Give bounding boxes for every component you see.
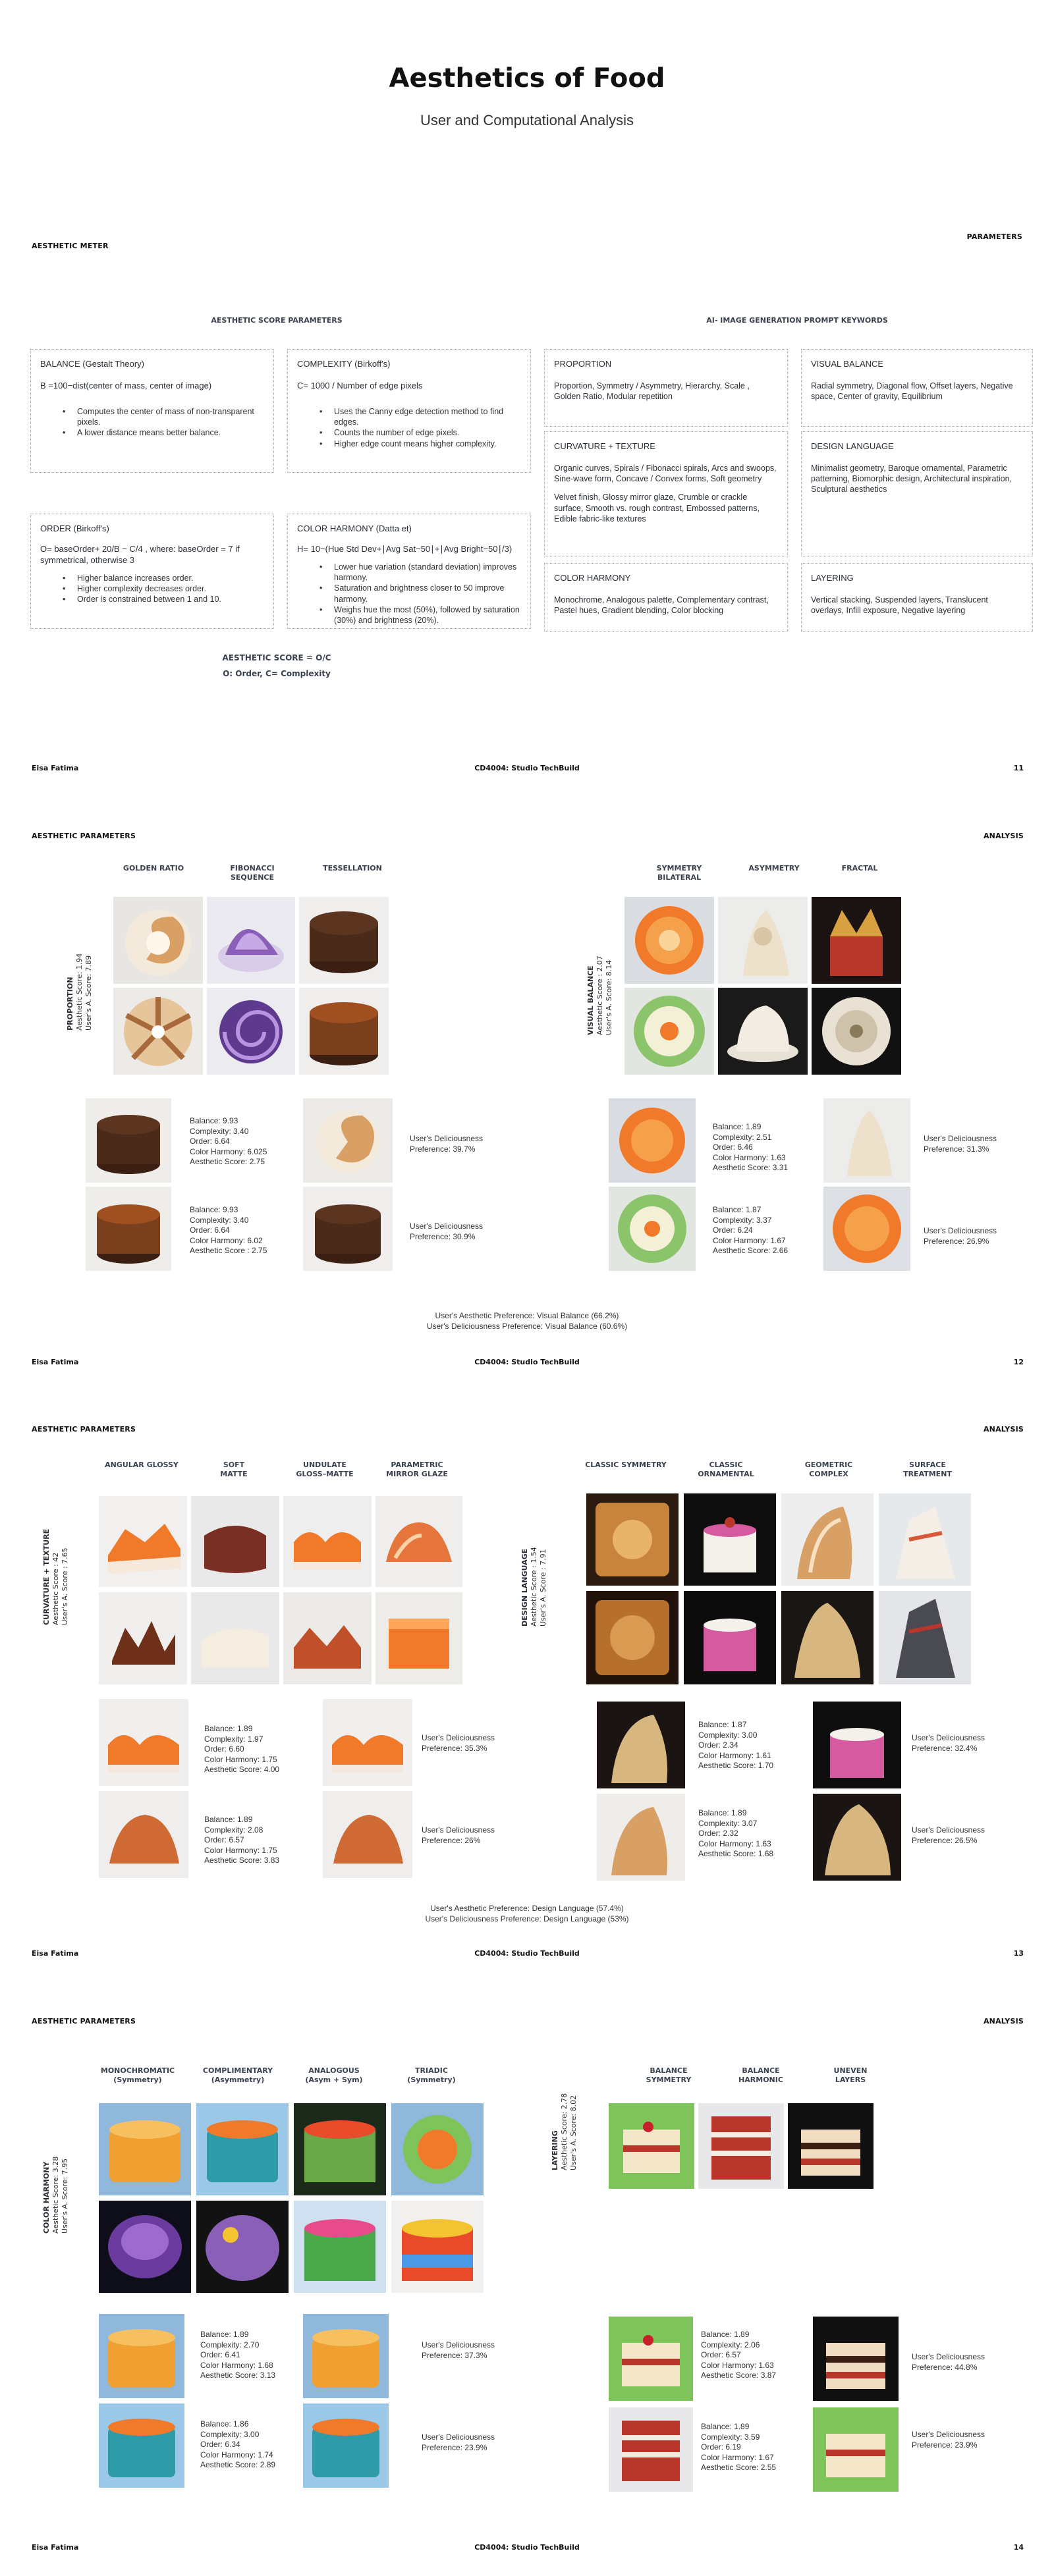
food-image-triadic (391, 2201, 484, 2293)
food-image-classic-ornamental (684, 1493, 776, 1586)
food-image-symmetry (609, 1187, 696, 1271)
food-image-column (86, 1098, 171, 1271)
harmony-bullet: • Saturation and brightness closer to 50 improve harmony. (297, 583, 521, 604)
row-label-score: Aesthetic Score: 3.28 (51, 2156, 60, 2234)
prompt-text: Proportion, Symmetry / Asymmetry, Hierarchy, Scale , Golden Ratio, Modular repetition (554, 381, 750, 402)
food-image-complementary (99, 2403, 184, 2488)
prompt-title: PROPORTION (554, 359, 612, 369)
footer-author: Eisa Fatima (32, 1949, 79, 1958)
food-image-analogous (294, 2103, 386, 2195)
food-image-golden-ratio (113, 897, 203, 984)
food-image-undulate (283, 1496, 372, 1587)
prompt-text: Radial symmetry, Diagonal flow, Offset layers, Negative space, Center of gravity, Equilibrium (811, 381, 1013, 402)
footer-author: Eisa Fatima (32, 2543, 79, 2552)
preference-text: User's Deliciousness Preference: 30.9% (410, 1221, 483, 1241)
row-label-title: LAYERING (551, 2130, 559, 2170)
food-image-complementary (196, 2201, 289, 2293)
stats-block: Balance: 1.87 Complexity: 3.37 Order: 6.24 Color Harmony: 1.67 Aesthetic Score: 2.66 (713, 1205, 789, 1256)
balance-box (30, 349, 274, 473)
food-image-parametric (375, 1592, 462, 1684)
food-image-symmetry (609, 1098, 696, 1183)
footer-page-number: 11 (1013, 764, 1024, 772)
prompt-text: Organic curves, Spirals / Fibonacci spirals, Arcs and swoops, Sine-wave form, Concave / Convex forms, Soft geometry (554, 463, 777, 484)
column-header: ASYMMETRY (748, 864, 800, 872)
food-image-surface-treatment (879, 1493, 971, 1586)
preference-text: User's Deliciousness Preference: 23.9% (422, 2432, 495, 2452)
column-header: TRIADIC (Symmetry) (407, 2066, 456, 2084)
prompt-box-curvature (544, 431, 788, 556)
prompt-text-2: Velvet finish, Glossy mirror glaze, Crumble or crackle surface, Smooth vs. rough contrast, Embossed patterns, Edible fabric-like textures (554, 493, 760, 523)
preference-text: User's Deliciousness Preference: 26.5% (912, 1825, 985, 1845)
column-header: SOFT MATTE (220, 1461, 248, 1478)
stats-block: Balance: 1.89 Complexity: 1.97 Order: 6.60 Color Harmony: 1.75 Aesthetic Score: 4.00 (204, 1724, 280, 1775)
harmony-bullet: • Weighs hue the most (50%), followed by saturation (30%) and brightness (20%). (297, 604, 521, 626)
food-image-asymmetry (823, 1098, 910, 1183)
food-image-undulate (99, 1699, 188, 1786)
row-label-title: PROPORTION (66, 977, 74, 1031)
order-formula: O= baseOrder+ 20/B − C/4 , where: baseOrder = 7 if symmetrical, otherwise 3 (40, 543, 240, 565)
food-image-geometric-complex (781, 1493, 874, 1586)
food-image-balance-symmetry (813, 2407, 899, 2492)
food-image-classic-ornamental (684, 1591, 776, 1684)
summary-line: User's Aesthetic Preference: Visual Balance (66.2%) (435, 1311, 619, 1320)
order-bullet: • Higher complexity decreases order. (40, 583, 264, 594)
footer-author: Eisa Fatima (32, 764, 79, 772)
food-image-angular-glossy (99, 1496, 187, 1587)
food-image-monochromatic (99, 2103, 191, 2195)
food-image-classic-ornamental (813, 1702, 901, 1788)
summary-line: User's Aesthetic Preference: Design Language (57.4%) (430, 1904, 624, 1913)
row-label-user-score: User's A. Score: 8.14 (604, 959, 613, 1035)
food-image-tessellation (86, 1098, 171, 1183)
preference-text: User's Deliciousness Preference: 44.8% (912, 2352, 985, 2372)
column-header: CLASSIC ORNAMENTAL (698, 1461, 754, 1478)
prompt-title: COLOR HARMONY (554, 573, 631, 583)
prompt-text: Minimalist geometry, Baroque ornamental, Parametric patterning, Biomorphic design, Architectural inspiration, Sculptural aesthetics (811, 463, 1012, 495)
food-image-fibonacci (207, 988, 295, 1075)
parameters-label: PARAMETERS (966, 232, 1022, 241)
food-image-geometric-complex (781, 1591, 874, 1684)
row-label-title: CURVATURE + TEXTURE (42, 1528, 51, 1625)
food-image-tessellation (86, 1187, 171, 1271)
column-header: FRACTAL (841, 864, 878, 872)
page-title: Aesthetics of Food (389, 63, 665, 94)
food-image-balance-harmonic (698, 2103, 784, 2189)
stats-block: Balance: 1.89 Complexity: 2.51 Order: 6.46 Color Harmony: 1.63 Aesthetic Score: 3.31 (713, 1122, 789, 1173)
food-image-golden-ratio (113, 988, 203, 1075)
complexity-bullet: • Uses the Canny edge detection method to find edges. (297, 406, 521, 428)
food-image-surface-treatment (879, 1591, 971, 1684)
food-image-geometric-complex (597, 1794, 685, 1881)
row-label-title: VISUAL BALANCE (586, 965, 595, 1035)
prompt-box-layering (801, 563, 1033, 632)
food-image-parametric (375, 1496, 462, 1587)
column-header: TESSELLATION (323, 864, 382, 872)
aesthetic-score-formula: AESTHETIC SCORE = O/C (222, 653, 331, 662)
food-image-monochromatic (99, 2314, 184, 2398)
food-image-balance-symmetry (609, 2317, 693, 2401)
column-header: FIBONACCI SEQUENCE (230, 864, 275, 882)
section-label: AESTHETIC PARAMETERS (32, 1425, 136, 1434)
food-image-uneven-layers (813, 2317, 899, 2401)
column-header: COMPLIMENTARY (Asymmetry) (202, 2066, 273, 2084)
balance-bullet: • A lower distance means better balance. (40, 427, 264, 438)
food-image-soft-matte (191, 1496, 279, 1587)
stats-block: Balance: 9.93 Complexity: 3.40 Order: 6.64 Color Harmony: 6.025 Aesthetic Score: 2.75 (190, 1116, 267, 1167)
row-label (551, 2093, 578, 2170)
preference-text: User's Deliciousness Preference: 31.3% (924, 1134, 997, 1154)
row-label (586, 955, 613, 1035)
column-header: SURFACE TREATMENT (903, 1461, 952, 1478)
analysis-label: ANALYSIS (983, 832, 1024, 840)
prompt-text: Vertical stacking, Suspended layers, Translucent overlays, Infill exposure, Negative layering (811, 595, 988, 616)
column-header: UNEVEN LAYERS (833, 2066, 868, 2084)
food-image-column (813, 2317, 899, 2492)
row-label-user-score: User's A. Score: 8.02 (569, 2095, 578, 2170)
food-image-column (823, 1098, 910, 1271)
food-image-fibonacci (207, 897, 295, 984)
column-header: MONOCHROMATIC (Symmetry) (100, 2066, 175, 2084)
row-label-score: Aesthetic Score : 42 (51, 1552, 60, 1625)
column-header: ANGULAR GLOSSY (105, 1461, 179, 1469)
prompt-box-visual-balance (801, 349, 1033, 427)
harmony-title: COLOR HARMONY (Datta et) (297, 523, 412, 533)
preference-text: User's Deliciousness Preference: 23.9% (912, 2430, 985, 2450)
preference-text: User's Deliciousness Preference: 32.4% (912, 1733, 985, 1753)
food-image-soft-matte (191, 1592, 279, 1684)
harmony-bullet: • Lower hue variation (standard deviation) improves harmony. (297, 562, 521, 583)
complexity-bullet: • Higher edge count means higher complexity. (297, 439, 521, 449)
food-image-tessellation (299, 897, 389, 984)
prompt-box-proportion (544, 349, 788, 427)
row-label (520, 1547, 547, 1626)
order-title: ORDER (Birkoff's) (40, 523, 109, 533)
stats-block: Balance: 1.89 Complexity: 2.70 Order: 6.41 Color Harmony: 1.68 Aesthetic Score: 3.13 (200, 2330, 276, 2380)
preference-text: User's Deliciousness Preference: 39.7% (410, 1134, 483, 1154)
food-image-column (609, 1098, 696, 1271)
row-label (42, 2157, 69, 2234)
stats-block: Balance: 1.89 Complexity: 3.59 Order: 6.19 Color Harmony: 1.67 Aesthetic Score: 2.55 (701, 2422, 777, 2473)
row-label-title: COLOR HARMONY (42, 2161, 51, 2234)
balance-bullet: • Computes the center of mass of non-transparent pixels. (40, 406, 264, 428)
preference-text: User's Deliciousness Preference: 26% (422, 1825, 495, 1845)
analysis-label: ANALYSIS (983, 2017, 1024, 2026)
footer-course: CD4004: Studio TechBuild (474, 1949, 580, 1958)
food-image-column (597, 1702, 685, 1881)
food-image-golden-ratio (303, 1098, 393, 1183)
prompt-box-design-language (801, 431, 1033, 556)
row-label-score: Aesthetic Score : 1.54 (529, 1547, 538, 1626)
aesthetic-score-note: O: Order, C= Complexity (223, 669, 331, 678)
food-image-symmetry (624, 897, 714, 984)
stats-block: Balance: 1.89 Complexity: 3.07 Order: 2.32 Color Harmony: 1.63 Aesthetic Score: 1.68 (698, 1808, 774, 1859)
food-image-symmetry (624, 988, 714, 1075)
food-image-complementary (196, 2103, 289, 2195)
food-image-uneven-layers (788, 2103, 874, 2189)
food-image-grid (624, 897, 934, 1075)
column-header: SYMMETRY BILATERAL (656, 864, 702, 882)
food-image-undulate (323, 1699, 412, 1786)
aesthetic-meter-label: AESTHETIC METER (32, 242, 109, 250)
food-image-column (303, 2314, 389, 2488)
food-image-grid (609, 2103, 896, 2190)
harmony-box (287, 514, 531, 629)
food-image-symmetry (823, 1187, 910, 1271)
analysis-label: ANALYSIS (983, 1425, 1024, 1434)
food-image-asymmetry (718, 988, 808, 1075)
prompt-text: Monochrome, Analogous palette, Complementary contrast, Pastel hues, Gradient blending, Color blocking (554, 595, 769, 616)
preference-text: User's Deliciousness Preference: 26.9% (924, 1226, 997, 1246)
food-image-column (99, 1699, 188, 1878)
footer-course: CD4004: Studio TechBuild (474, 2543, 580, 2552)
complexity-box (287, 349, 531, 473)
prompt-box-color-harmony (544, 563, 788, 632)
row-label (42, 1529, 69, 1625)
footer-page-number: 13 (1013, 1949, 1024, 1958)
footer-page-number: 14 (1013, 2543, 1024, 2552)
prompt-title: LAYERING (811, 573, 854, 583)
food-image-analogous (294, 2201, 386, 2293)
column-header: PARAMETRIC MIRROR GLAZE (386, 1461, 448, 1478)
food-image-classic-symmetry (586, 1591, 679, 1684)
food-image-column (303, 1098, 393, 1271)
food-image-parametric (99, 1791, 188, 1878)
food-image-fractal (812, 897, 901, 984)
row-label-user-score: User's A. Score : 7.65 (60, 1547, 69, 1625)
food-image-parametric (323, 1791, 412, 1878)
prompt-section-title: AI- IMAGE GENERATION PROMPT KEYWORDS (706, 316, 888, 325)
stats-block: Balance: 1.89 Complexity: 2.06 Order: 6.57 Color Harmony: 1.63 Aesthetic Score: 3.87 (701, 2330, 777, 2380)
column-header: CLASSIC SYMMETRY (585, 1461, 667, 1469)
food-image-grid (113, 897, 390, 1075)
food-image-angular-glossy (99, 1592, 187, 1684)
stats-block: Balance: 1.86 Complexity: 3.00 Order: 6.34 Color Harmony: 1.74 Aesthetic Score: 2.89 (200, 2419, 276, 2470)
summary-line: User's Deliciousness Preference: Visual Balance (60.6%) (426, 1322, 628, 1331)
balance-title: BALANCE (Gestalt Theory) (40, 359, 144, 369)
row-label-user-score: User's A. Score: 7.89 (84, 955, 93, 1031)
balance-formula: B =100−dist(center of mass, center of image) (40, 380, 212, 390)
complexity-title: COMPLEXITY (Birkoff's) (297, 359, 391, 369)
preference-text: User's Deliciousness Preference: 37.3% (422, 2340, 495, 2360)
row-label-score: Aesthetic Score : 2.07 (595, 955, 604, 1035)
order-bullet: • Order is constrained between 1 and 10. (40, 594, 264, 604)
food-image-monochromatic (99, 2201, 191, 2293)
prompt-title: CURVATURE + TEXTURE (554, 441, 655, 451)
preference-text: User's Deliciousness Preference: 35.3% (422, 1733, 495, 1753)
complexity-bullet: • Counts the number of edge pixels. (297, 427, 521, 438)
food-image-monochromatic (303, 2314, 389, 2398)
food-image-grid (99, 2103, 484, 2293)
page-subtitle: User and Computational Analysis (420, 112, 634, 128)
food-image-grid (99, 1496, 462, 1684)
column-header: BALANCE HARMONIC (738, 2066, 783, 2084)
harmony-formula: H= 10−(Hue Std Dev+∣Avg Sat−50∣+∣Avg Bright−50∣/3) (297, 543, 513, 554)
food-image-classic-symmetry (586, 1493, 679, 1586)
order-bullet: • Higher balance increases order. (40, 573, 264, 583)
section-label: AESTHETIC PARAMETERS (32, 2017, 136, 2026)
column-header: BALANCE SYMMETRY (646, 2066, 692, 2084)
row-label-title: DESIGN LANGUAGE (520, 1548, 529, 1626)
section-label: AESTHETIC PARAMETERS (32, 832, 136, 840)
footer-course: CD4004: Studio TechBuild (474, 1358, 580, 1366)
prompt-title: VISUAL BALANCE (811, 359, 884, 369)
stats-block: Balance: 9.93 Complexity: 3.40 Order: 6.64 Color Harmony: 6.02 Aesthetic Score : 2.75 (190, 1205, 267, 1256)
stats-block: Balance: 1.87 Complexity: 3.00 Order: 2.34 Color Harmony: 1.61 Aesthetic Score: 1.70 (698, 1720, 774, 1771)
score-section-title: AESTHETIC SCORE PARAMETERS (211, 316, 343, 325)
column-header: GEOMETRIC COMPLEX (804, 1461, 853, 1478)
complexity-formula: C= 1000 / Number of edge pixels (297, 380, 423, 390)
column-header: ANALOGOUS (Asym + Sym) (305, 2066, 363, 2084)
food-image-column (813, 1702, 901, 1881)
summary-line: User's Deliciousness Preference: Design Language (53%) (425, 1914, 629, 1923)
stats-block: Balance: 1.89 Complexity: 2.08 Order: 6.57 Color Harmony: 1.75 Aesthetic Score: 3.83 (204, 1815, 280, 1865)
food-image-column (609, 2317, 693, 2492)
food-image-geometric-complex (813, 1794, 901, 1881)
food-image-complementary (303, 2403, 389, 2488)
footer-course: CD4004: Studio TechBuild (474, 764, 580, 772)
food-image-grid (586, 1493, 975, 1684)
food-image-asymmetry (718, 897, 808, 984)
food-image-fractal (812, 988, 901, 1075)
column-header: UNDULATE GLOSS–MATTE (296, 1461, 354, 1478)
food-image-triadic (391, 2103, 484, 2195)
food-image-balance-symmetry (609, 2103, 694, 2189)
row-label-user-score: User's A. Score: 7.95 (60, 2158, 69, 2234)
food-image-tessellation (303, 1187, 393, 1271)
row-label (66, 953, 93, 1031)
food-image-column (323, 1699, 412, 1878)
row-label-score: Aesthetic Score: 2.78 (559, 2093, 569, 2170)
row-label-score: Aesthetic Score: 1.94 (74, 953, 84, 1031)
food-image-undulate (283, 1592, 372, 1684)
prompt-title: DESIGN LANGUAGE (811, 441, 894, 451)
footer-author: Eisa Fatima (32, 1358, 79, 1366)
food-image-balance-harmonic (609, 2407, 693, 2492)
row-label-user-score: User's A. Score : 7.91 (538, 1549, 547, 1626)
food-image-tessellation (299, 988, 389, 1075)
food-image-column (99, 2314, 184, 2488)
column-header: GOLDEN RATIO (123, 864, 184, 872)
order-box (30, 514, 274, 629)
food-image-geometric-complex (597, 1702, 685, 1788)
footer-page-number: 12 (1013, 1358, 1024, 1366)
